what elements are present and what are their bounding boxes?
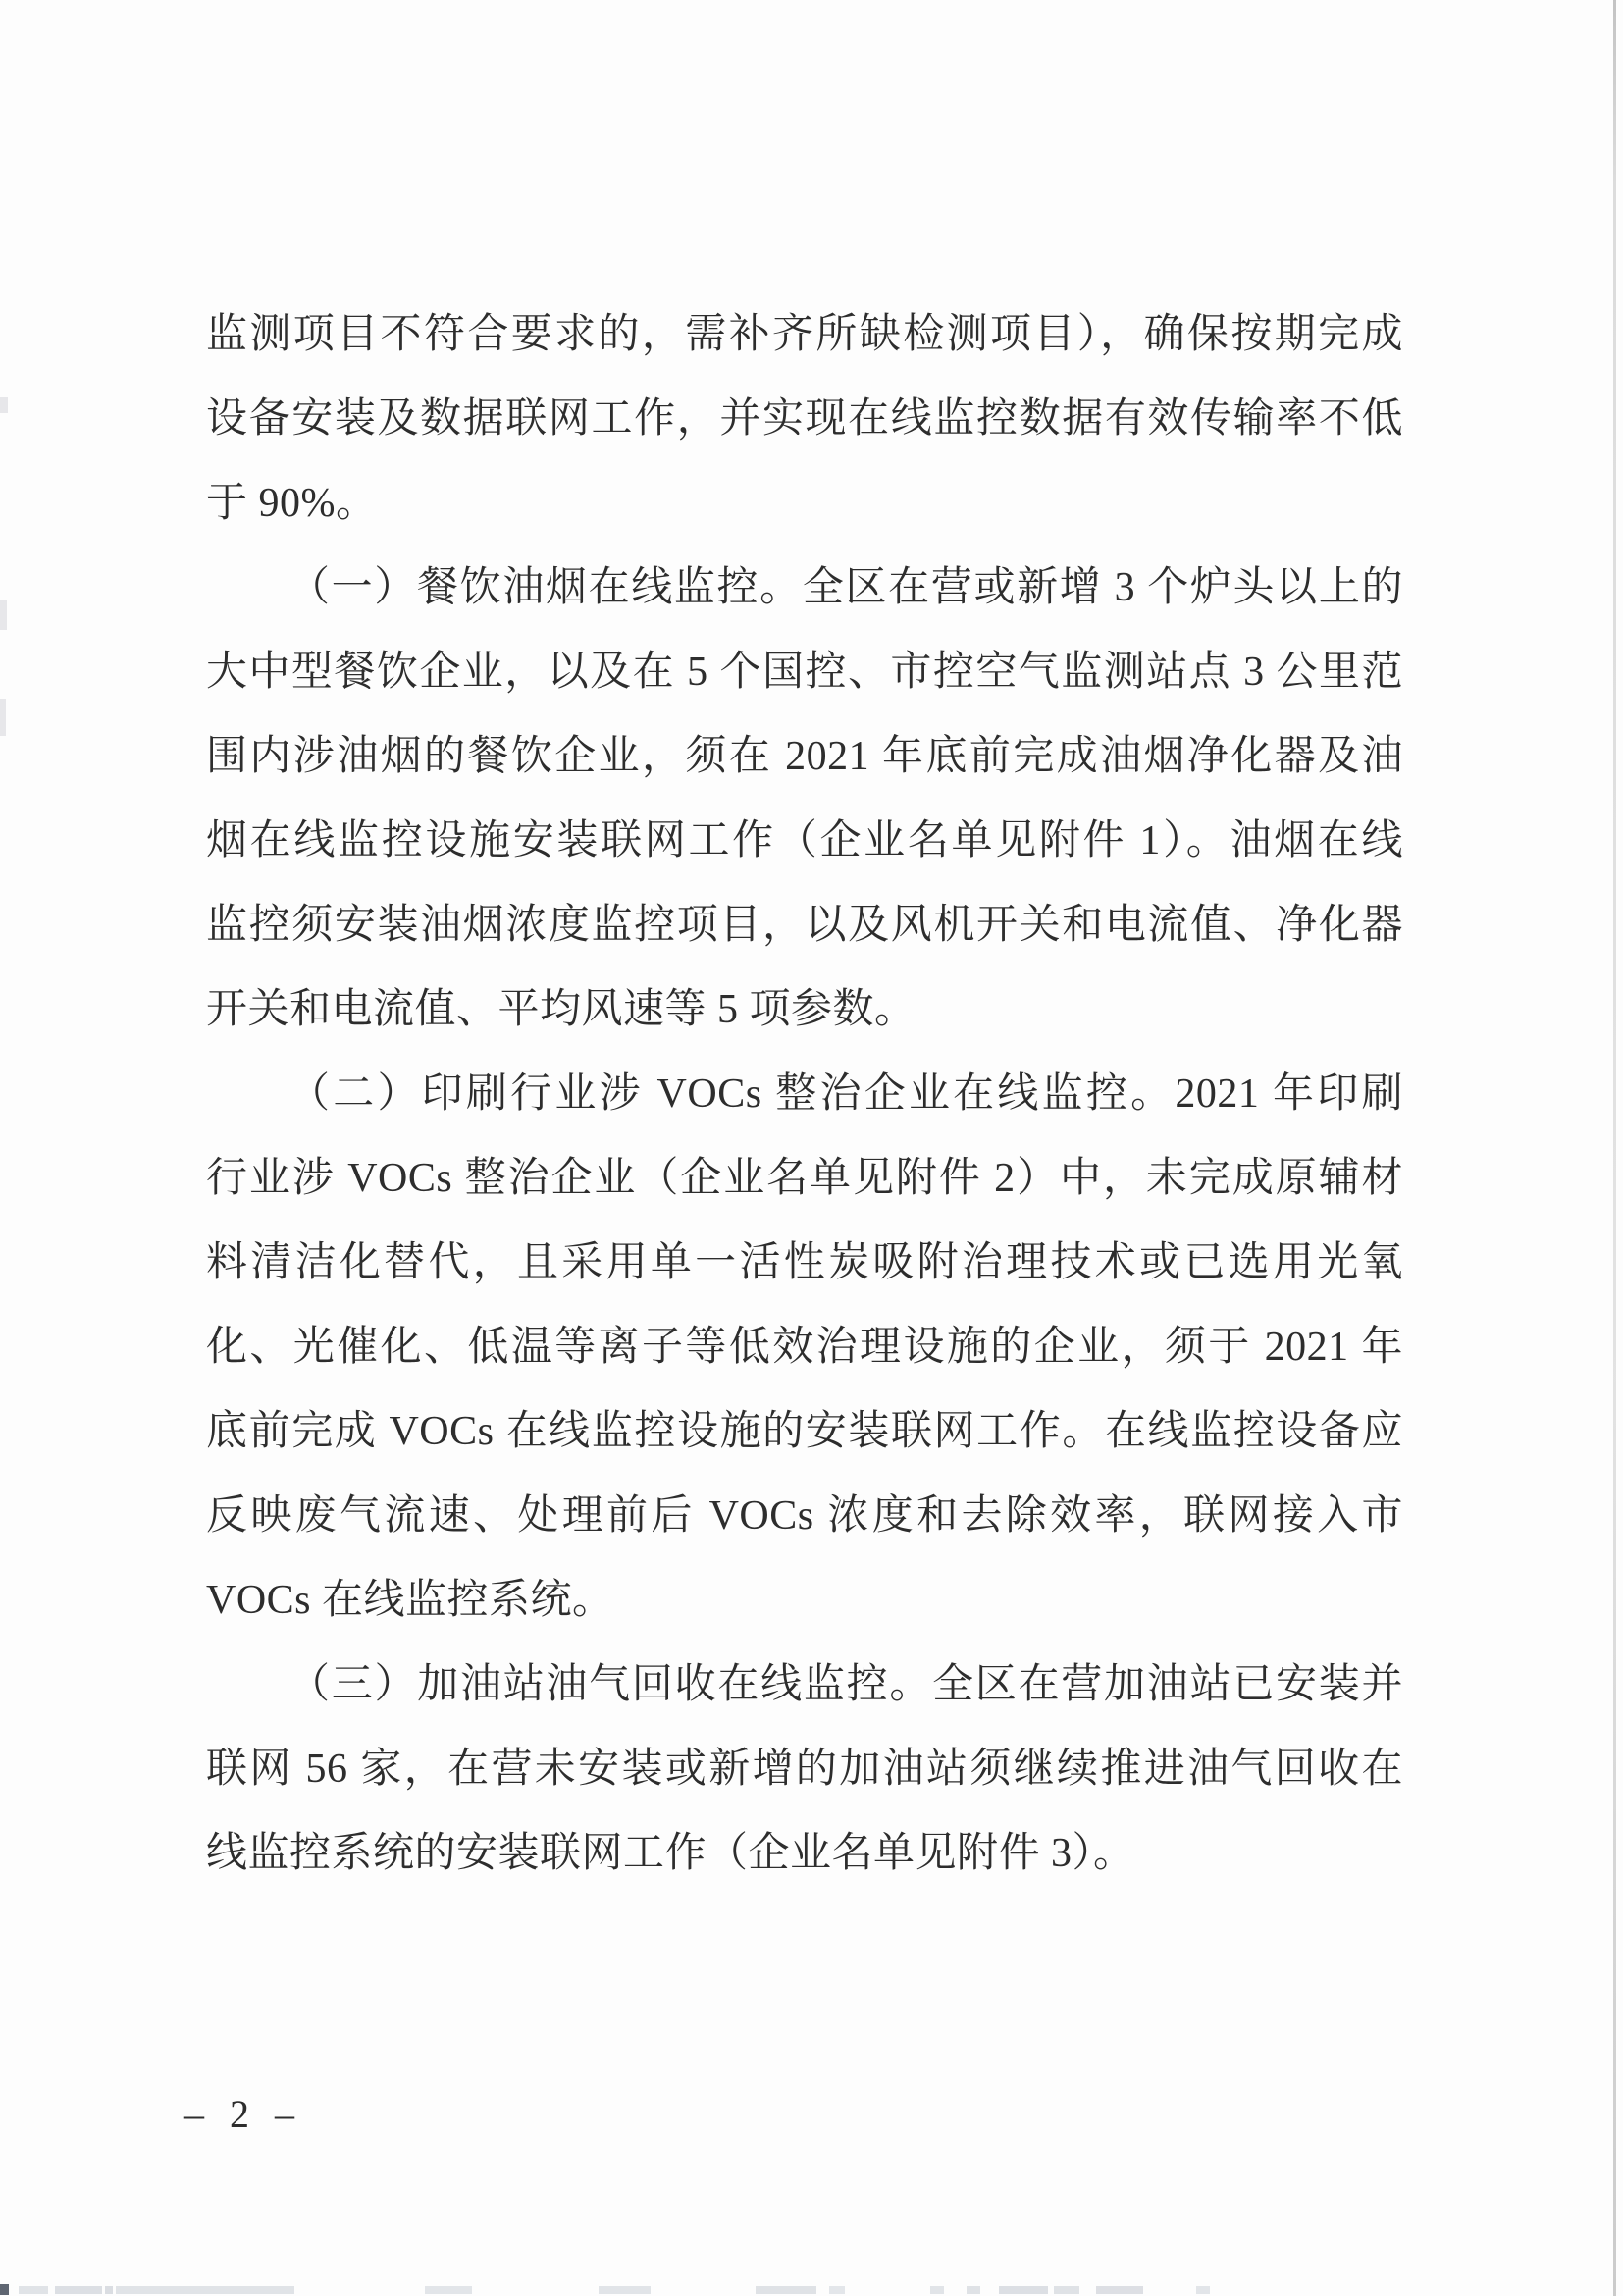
scan-artifact bbox=[0, 397, 8, 413]
scan-artifact bbox=[1054, 2286, 1079, 2294]
scan-artifact bbox=[425, 2286, 472, 2294]
paragraph bbox=[206, 546, 1403, 1052]
text-line: 底前完成 VOCs 在线监控设施的安装联网工作。在线监控设备应 bbox=[206, 1409, 1403, 1454]
scan-artifact bbox=[756, 2286, 816, 2294]
document-body bbox=[206, 292, 1403, 1896]
text-line: 化、光催化、低温等离子等低效治理设施的企业，须于 2021 年 bbox=[206, 1325, 1403, 1370]
text-line: 围内涉油烟的餐饮企业，须在 2021 年底前完成油烟净化器及油 bbox=[206, 734, 1403, 779]
text-line: VOCs 在线监控系统。 bbox=[206, 1578, 614, 1623]
scan-artifact bbox=[0, 600, 7, 630]
scan-artifact bbox=[116, 2286, 294, 2294]
scan-artifact bbox=[19, 2286, 48, 2294]
text-line: 监控须安装油烟浓度监控项目，以及风机开关和电流值、净化器 bbox=[206, 903, 1403, 948]
text-line: 联网 56 家，在营未安装或新增的加油站须继续推进油气回收在 bbox=[206, 1747, 1403, 1792]
text-line: 料清洁化替代，且采用单一活性炭吸附治理技术或已选用光氧 bbox=[206, 1240, 1403, 1285]
text-line: 反映废气流速、处理前后 VOCs 浓度和去除效率，联网接入市 bbox=[206, 1493, 1403, 1539]
scan-artifact bbox=[105, 2286, 113, 2294]
scan-artifact bbox=[1096, 2286, 1143, 2294]
text-line: 大中型餐饮企业，以及在 5 个国控、市控空气监测站点 3 公里范 bbox=[206, 650, 1403, 695]
text-line: （一）餐饮油烟在线监控。全区在营或新增 3 个炉头以上的 bbox=[288, 565, 1403, 610]
page-number: – 2 – bbox=[184, 2092, 302, 2136]
text-line: 线监控系统的安装联网工作（企业名单见附件 3）。 bbox=[206, 1831, 1135, 1876]
scan-artifact bbox=[930, 2286, 944, 2294]
scan-artifact bbox=[0, 2284, 9, 2295]
scan-artifact bbox=[1196, 2286, 1210, 2294]
paragraph bbox=[206, 292, 1403, 546]
scan-artifact bbox=[999, 2286, 1048, 2294]
scan-artifact bbox=[55, 2286, 102, 2294]
text-line: 开关和电流值、平均风速等 5 项参数。 bbox=[206, 987, 916, 1032]
text-line: 于 90%。 bbox=[206, 481, 378, 526]
scan-artifact bbox=[0, 699, 6, 736]
text-line: 行业涉 VOCs 整治企业（企业名单见附件 2）中，未完成原辅材 bbox=[206, 1156, 1403, 1201]
text-line: （三）加油站油气回收在线监控。全区在营加油站已安装并 bbox=[288, 1662, 1403, 1707]
paragraph bbox=[206, 1643, 1403, 1896]
scan-artifact bbox=[967, 2286, 980, 2294]
scan-artifact bbox=[829, 2286, 845, 2294]
scan-edge-line bbox=[1613, 0, 1616, 2296]
text-line: 监测项目不符合要求的，需补齐所缺检测项目），确保按期完成 bbox=[206, 312, 1403, 357]
text-line: 设备安装及数据联网工作，并实现在线监控数据有效传输率不低 bbox=[206, 396, 1403, 442]
paragraph bbox=[206, 1052, 1403, 1643]
text-line: 烟在线监控设施安装联网工作（企业名单见附件 1）。油烟在线 bbox=[206, 818, 1403, 863]
scan-artifact bbox=[599, 2286, 651, 2294]
text-line: （二）印刷行业涉 VOCs 整治企业在线监控。2021 年印刷 bbox=[288, 1071, 1403, 1117]
